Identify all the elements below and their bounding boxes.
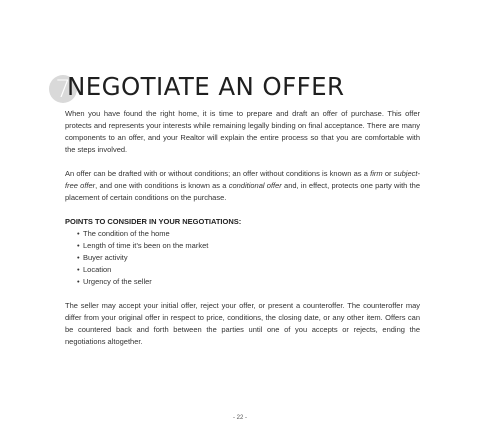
term-firm: firm [370, 169, 383, 178]
list-item: • Buyer activity [77, 252, 420, 264]
list-item: • Urgency of the seller [77, 276, 420, 288]
step-number-badge: 7 [49, 75, 77, 103]
conditions-paragraph [65, 168, 420, 204]
body-content [65, 108, 420, 348]
points-list [65, 228, 420, 288]
list-item: • Length of time it’s been on the market [77, 240, 420, 252]
closing-paragraph: The seller may accept your initial offer, reject your offer, or present a counteroffer. The counteroffer may differ from your original offer in respect to price, conditions, the closing date, or any other item. Offers can be countered back and forth between the parties until one of you accepts or rejects, ending the negotiations altogether. [65, 301, 420, 346]
list-item: • The condition of the home [77, 228, 420, 240]
page-number: - 22 - [232, 415, 247, 421]
conditions-text-2: or [382, 169, 394, 178]
conditions-text-3: , and one with conditions is known as a [95, 181, 229, 190]
conditions-text-1: An offer can be drafted with or without conditions; an offer without conditions is known as a [65, 169, 371, 178]
list-item: • Location [77, 264, 420, 276]
term-subject-free: subject-free offer [65, 169, 420, 190]
page-title: NEGOTIATE AN OFFER [67, 72, 345, 101]
points-heading: POINTS TO CONSIDER IN YOUR NEGOTIATIONS: [65, 217, 242, 226]
intro-paragraph: When you have found the right home, it is time to prepare and draft an offer of purchase. This offer protects and represents your interests while remaining legally binding on final acceptance. There are many components to an offer, and your Realtor will explain the entire process so that you are comfortable with the steps involved. [65, 109, 420, 154]
term-conditional: conditional offer [228, 181, 282, 190]
conditions-text-4: and, in effect, protects one party with the placement of certain conditions on the purchase. [65, 181, 421, 202]
